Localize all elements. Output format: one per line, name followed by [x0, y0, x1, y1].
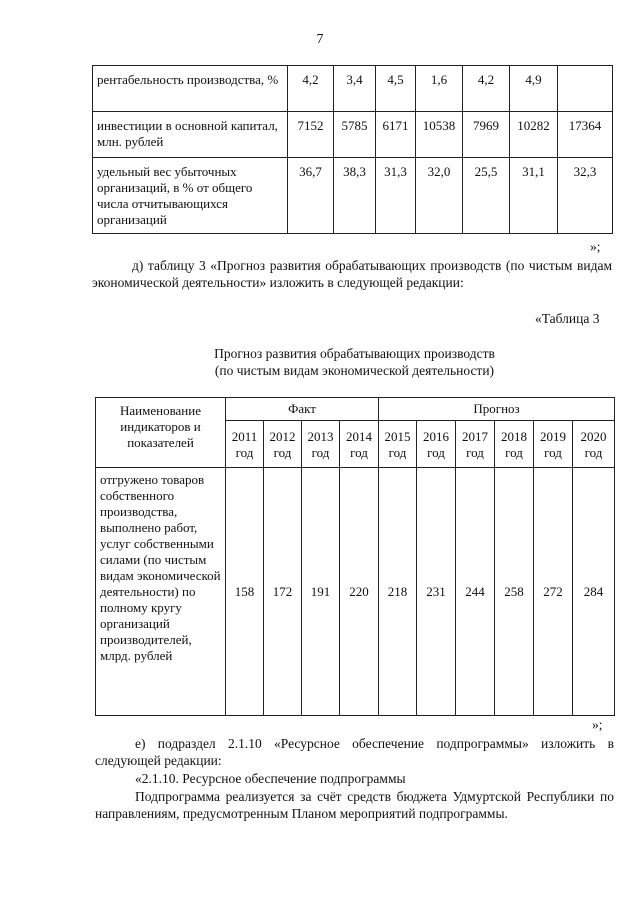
cell-value	[558, 66, 613, 112]
row-label: удельный вес убыточных организаций, в % от общего числа отчитывающихся организаций	[93, 158, 288, 234]
year-header: 2013 год	[302, 421, 340, 468]
cell-value: 31,3	[376, 158, 416, 234]
cell-value: 231	[417, 468, 456, 716]
cell-value: 4,9	[510, 66, 558, 112]
page-number: 7	[316, 32, 324, 47]
cell-value: 38,3	[334, 158, 376, 234]
row-label: отгружено товаров собственного производства, выполнено работ, услуг собственными силами (по чистым видам экономической деятельности) по полному кругу организаций производителей, млрд. рублей	[96, 468, 226, 716]
paragraph-d: д) таблицу 3 «Прогноз развития обрабатывающих производств (по чистым видам экономической деятельности» изложить в следующей редакции:	[92, 258, 612, 290]
cell-value: 218	[379, 468, 417, 716]
year-header: 2016 год	[417, 421, 456, 468]
table-row	[93, 66, 613, 112]
cell-value: 31,1	[510, 158, 558, 234]
cell-value: 4,5	[376, 66, 416, 112]
cell-value: 1,6	[416, 66, 463, 112]
header-row	[96, 398, 615, 421]
year-header: 2011 год	[226, 421, 264, 468]
table-row	[93, 112, 613, 158]
cell-value: 10538	[416, 112, 463, 158]
year-header: 2015 год	[379, 421, 417, 468]
year-header: 2019 год	[534, 421, 573, 468]
cell-value: 32,3	[558, 158, 613, 234]
cell-value: 10282	[510, 112, 558, 158]
cell-value: 272	[534, 468, 573, 716]
column-header-name: Наименование индикаторов и показателей	[96, 398, 226, 468]
cell-value: 258	[495, 468, 534, 716]
table-row	[96, 468, 615, 716]
year-header: 2020 год	[573, 421, 615, 468]
cell-value: 284	[573, 468, 615, 716]
section-heading: «2.1.10. Ресурсное обеспечение подпрограммы	[135, 771, 406, 786]
cell-value: 4,2	[288, 66, 334, 112]
year-header: 2018 год	[495, 421, 534, 468]
cell-value: 32,0	[416, 158, 463, 234]
cell-value: 25,5	[463, 158, 510, 234]
forecast-table	[95, 397, 615, 716]
cell-value: 172	[264, 468, 302, 716]
year-header: 2014 год	[340, 421, 379, 468]
table-title-line2: (по чистым видам экономической деятельности)	[214, 363, 495, 378]
cell-value: 3,4	[334, 66, 376, 112]
table-row	[93, 158, 613, 234]
cell-value: 5785	[334, 112, 376, 158]
closing-quote-mark: »;	[590, 239, 601, 254]
cell-value: 158	[226, 468, 264, 716]
cell-value: 4,2	[463, 66, 510, 112]
cell-value: 7152	[288, 112, 334, 158]
paragraph-e: е) подраздел 2.1.10 «Ресурсное обеспечение подпрограммы» изложить в следующей редакции:	[95, 736, 614, 768]
closing-quote-mark-2: »;	[592, 717, 603, 732]
table-title-line1: Прогноз развития обрабатывающих производств	[214, 346, 495, 361]
indicators-table-continued	[92, 65, 613, 234]
row-label: рентабельность производства, %	[93, 66, 288, 112]
year-header: 2012 год	[264, 421, 302, 468]
cell-value: 220	[340, 468, 379, 716]
column-group-fact: Факт	[226, 398, 379, 421]
cell-value: 191	[302, 468, 340, 716]
cell-value: 36,7	[288, 158, 334, 234]
cell-value: 17364	[558, 112, 613, 158]
year-header: 2017 год	[456, 421, 495, 468]
row-label: инвестиции в основной капитал, млн. рублей	[93, 112, 288, 158]
table-reference: «Таблица 3	[535, 311, 600, 326]
column-group-forecast: Прогноз	[379, 398, 615, 421]
cell-value: 6171	[376, 112, 416, 158]
cell-value: 7969	[463, 112, 510, 158]
cell-value: 244	[456, 468, 495, 716]
paragraph-funding: Подпрограмма реализуется за счёт средств бюджета Удмуртской Республики по направлениям, предусмотренным Планом мероприятий подпрограммы.	[95, 789, 614, 821]
